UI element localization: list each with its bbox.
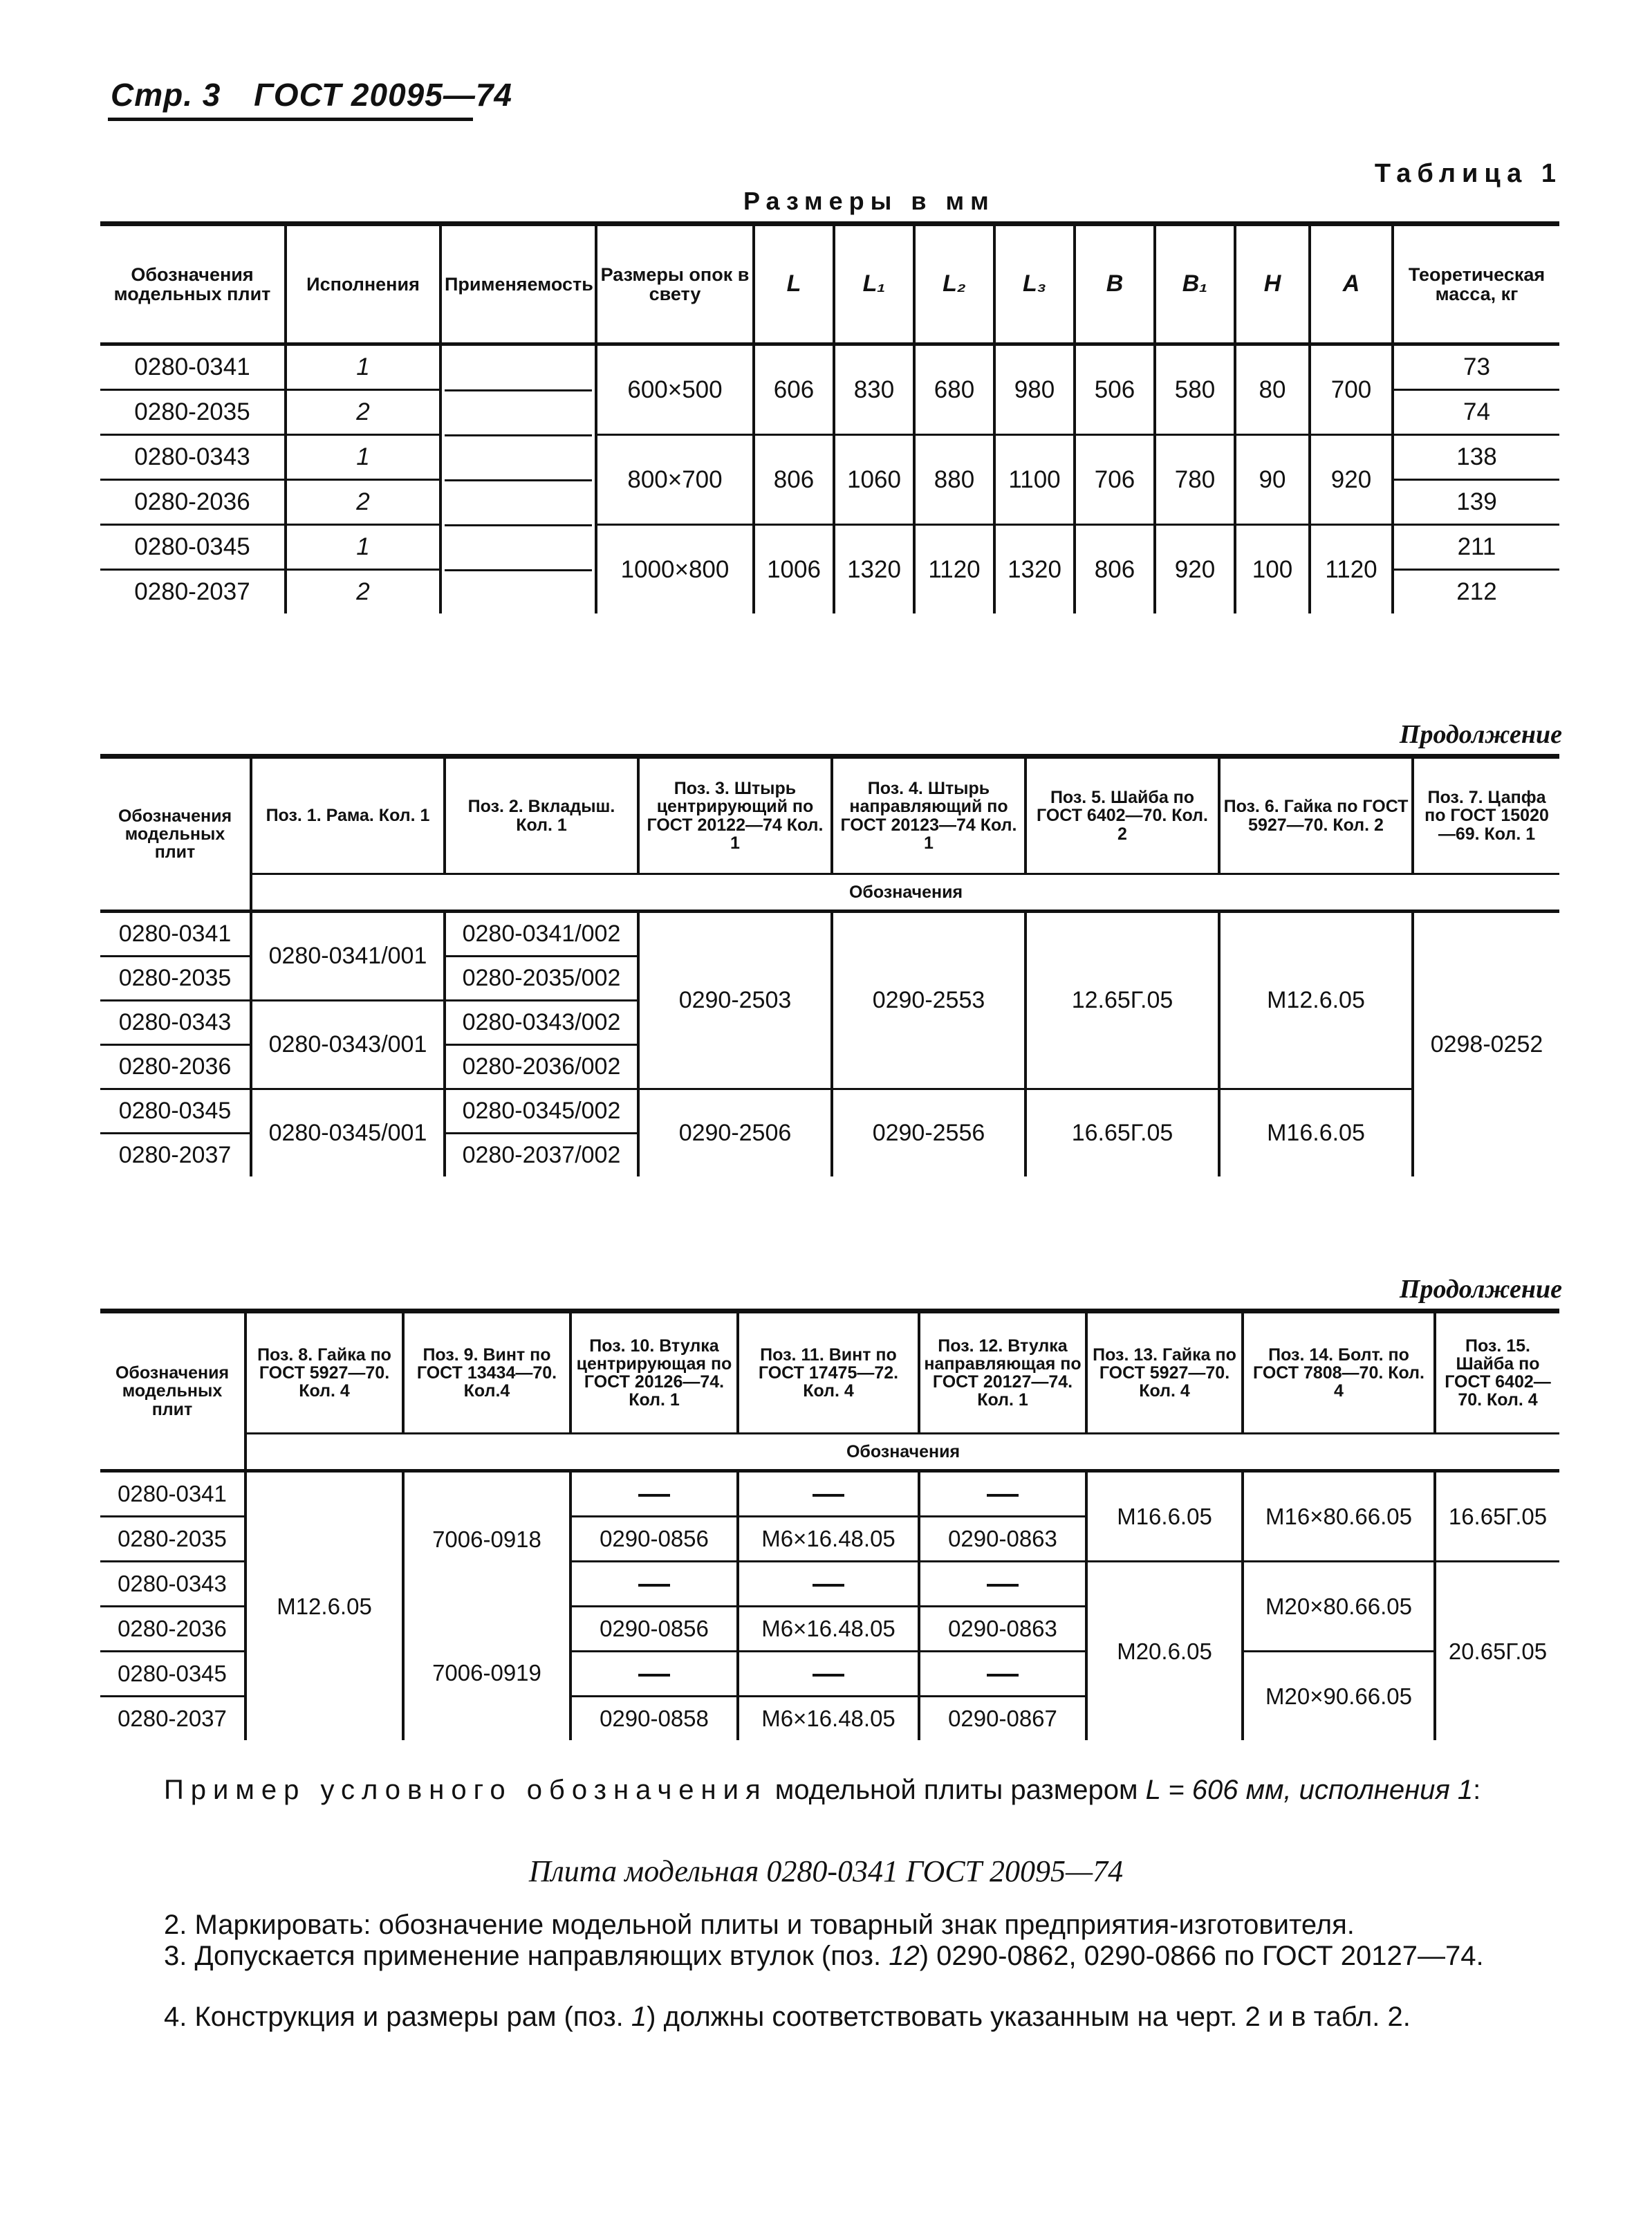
- dim-A: 920: [1310, 435, 1393, 525]
- washer: 16.65Г.05: [1025, 1089, 1219, 1177]
- note-3-text: 3. Допускается применение направляющих втулок (поз.: [164, 1941, 882, 1971]
- dim-H: 80: [1235, 344, 1310, 435]
- dim-B: 506: [1075, 344, 1155, 435]
- continuation-label: Продолжение: [1399, 1275, 1562, 1304]
- plate-code: 0280-0345: [100, 1089, 251, 1134]
- col-header: Применяемость: [440, 224, 596, 344]
- centering-pin: 0290-2503: [638, 912, 832, 1089]
- table-row: [100, 435, 1559, 480]
- table-caption: Таблица 1: [1374, 159, 1562, 188]
- flask-size: 800×700: [596, 435, 754, 525]
- dim-L3: 980: [994, 344, 1075, 435]
- guide-pin: 0290-2556: [832, 1089, 1025, 1177]
- plate-code: 0280-0345: [100, 525, 286, 570]
- designations-subheader: Обозначения: [251, 874, 1559, 912]
- table-2: [100, 754, 1559, 1176]
- frame-code: 0280-0345/001: [251, 1089, 445, 1177]
- dim-L2: 880: [914, 435, 994, 525]
- col-header: B: [1075, 224, 1155, 344]
- mass: 139: [1393, 480, 1559, 525]
- designations-subheader: Обозначения: [245, 1434, 1559, 1471]
- dim-A: 1120: [1310, 525, 1393, 614]
- plate-code: 0280-0341: [100, 912, 251, 957]
- dim-H: 90: [1235, 435, 1310, 525]
- col-header: Поз. 14. Болт. по ГОСТ 7808—70. Кол. 4: [1243, 1311, 1435, 1434]
- centering-pin: 0290-2506: [638, 1089, 832, 1177]
- col-header: Размеры опок в свету: [596, 224, 754, 344]
- screw-9: 7006-0918: [403, 1471, 570, 1607]
- dash-mark: [638, 1584, 670, 1587]
- screw-11: [738, 1471, 919, 1517]
- variant: 1: [286, 435, 440, 480]
- note-3-pos: 12: [889, 1941, 920, 1971]
- plate-code: 0280-2037: [100, 1134, 251, 1177]
- plate-code: 0280-0343: [100, 1001, 251, 1045]
- insert-code: 0280-2037/002: [445, 1134, 638, 1177]
- table-row: [100, 1089, 1559, 1134]
- dash-mark: [638, 1674, 670, 1677]
- table-row: [100, 912, 1559, 957]
- washer: 12.65Г.05: [1025, 912, 1219, 1089]
- col-header: Поз. 3. Штырь центрирующий по ГОСТ 20122—74 Кол. 1: [638, 757, 832, 874]
- centering-bushing: 0290-0858: [570, 1697, 738, 1741]
- plate-code: 0280-2035: [100, 1517, 245, 1562]
- dash-mark: [987, 1494, 1019, 1497]
- guide-bushing: [919, 1471, 1086, 1517]
- col-header: Поз. 10. Втулка центрирующая по ГОСТ 20126—74. Кол. 1: [570, 1311, 738, 1434]
- centering-bushing: [570, 1652, 738, 1697]
- dim-L: 806: [754, 435, 834, 525]
- example-lead: Пример условного обозначения: [164, 1775, 768, 1805]
- flask-size: 1000×800: [596, 525, 754, 614]
- plate-code: 0280-2037: [100, 570, 286, 614]
- screw-9: 7006-0919: [403, 1607, 570, 1741]
- col-header: Поз. 8. Гайка по ГОСТ 5927—70. Кол. 4: [245, 1311, 403, 1434]
- col-header: Поз. 2. Вкладыш. Кол. 1: [445, 757, 638, 874]
- centering-bushing: [570, 1471, 738, 1517]
- mass: 73: [1393, 344, 1559, 390]
- col-header: Теоретическая масса, кг: [1393, 224, 1559, 344]
- col-header: L: [754, 224, 834, 344]
- dim-B1: 920: [1155, 525, 1235, 614]
- screw-11: [738, 1652, 919, 1697]
- bolt-14: M16×80.66.05: [1243, 1471, 1435, 1562]
- col-header: Обозначения модельных плит: [100, 757, 251, 912]
- note-4-rest: ) должны соответствовать указанным на черт. 2 и в табл. 2.: [647, 2002, 1411, 2032]
- dash-mark: [813, 1494, 844, 1497]
- col-header: Поз. 15. Шайба по ГОСТ 6402—70. Кол. 4: [1435, 1311, 1559, 1434]
- col-header: Обозначения модельных плит: [100, 1311, 245, 1471]
- dash-mark: [987, 1674, 1019, 1677]
- plate-code: 0280-2036: [100, 1607, 245, 1652]
- insert-code: 0280-0345/002: [445, 1089, 638, 1134]
- continuation-label: Продолжение: [1399, 720, 1562, 749]
- table-1: [100, 221, 1559, 613]
- guide-bushing: [919, 1652, 1086, 1697]
- col-header: Поз. 9. Винт по ГОСТ 13434—70. Кол.4: [403, 1311, 570, 1434]
- col-header: Поз. 12. Втулка направляющая по ГОСТ 20127—74. Кол. 1: [919, 1311, 1086, 1434]
- plate-code: 0280-0341: [100, 1471, 245, 1517]
- example-paragraph: Пример условного обозначения модельной плиты размером L = 606 мм, исполнения 1:: [164, 1775, 1481, 1805]
- variant: 2: [286, 570, 440, 614]
- bolt-14: M20×80.66.05: [1243, 1562, 1435, 1652]
- plate-code: 0280-2037: [100, 1697, 245, 1741]
- insert-code: 0280-2036/002: [445, 1045, 638, 1089]
- guide-bushing: 0290-0867: [919, 1697, 1086, 1741]
- note-3: [100, 1940, 1559, 1972]
- plate-code: 0280-2036: [100, 480, 286, 525]
- dim-L1: 830: [834, 344, 914, 435]
- table-row: [100, 344, 1559, 390]
- dim-L1: 1320: [834, 525, 914, 614]
- nut-13: M16.6.05: [1086, 1471, 1243, 1562]
- col-header: Поз. 1. Рама. Кол. 1: [251, 757, 445, 874]
- plate-code: 0280-0343: [100, 435, 286, 480]
- plate-code: 0280-2035: [100, 957, 251, 1001]
- note-4-text: 4. Конструкция и размеры рам (поз.: [164, 2002, 624, 2032]
- dim-L3: 1100: [994, 435, 1075, 525]
- frame-code: 0280-0343/001: [251, 1001, 445, 1089]
- note-4: [100, 2001, 1559, 2033]
- centering-bushing: [570, 1562, 738, 1607]
- plate-code: 0280-0343: [100, 1562, 245, 1607]
- dim-L3: 1320: [994, 525, 1075, 614]
- dash-mark: [813, 1674, 844, 1677]
- frame-code: 0280-0341/001: [251, 912, 445, 1001]
- applicability: [440, 344, 596, 614]
- dim-L1: 1060: [834, 435, 914, 525]
- note-4-pos: 1: [631, 2002, 647, 2032]
- plate-code: 0280-0341: [100, 344, 286, 390]
- table-3: [100, 1309, 1559, 1740]
- insert-code: 0280-2035/002: [445, 957, 638, 1001]
- dim-B: 806: [1075, 525, 1155, 614]
- col-header: H: [1235, 224, 1310, 344]
- washer-15: 20.65Г.05: [1435, 1562, 1559, 1741]
- note-3-rest: ) 0290-0862, 0290-0866 по ГОСТ 20127—74.: [919, 1941, 1484, 1971]
- example-length: L = 606 мм, исполнения: [1145, 1775, 1450, 1805]
- col-header: B₁: [1155, 224, 1235, 344]
- col-header: Поз. 6. Гайка по ГОСТ 5927—70. Кол. 2: [1219, 757, 1413, 874]
- table-row: [100, 525, 1559, 570]
- variant: 1: [286, 344, 440, 390]
- mass: 211: [1393, 525, 1559, 570]
- screw-11: [738, 1562, 919, 1607]
- note-2: 2. Маркировать: обозначение модельной плиты и товарный знак предприятия-изготовителя.: [164, 1910, 1355, 1940]
- insert-code: 0280-0341/002: [445, 912, 638, 957]
- col-header: Обозначения модельных плит: [100, 224, 286, 344]
- nut: M12.6.05: [1219, 912, 1413, 1089]
- example-variant: 1: [1457, 1775, 1474, 1805]
- mass: 74: [1393, 390, 1559, 435]
- example-designation: Плита модельная 0280-0341 ГОСТ 20095—74: [528, 1854, 1124, 1888]
- standard-code: ГОСТ 20095—74: [254, 77, 512, 113]
- guide-pin: 0290-2553: [832, 912, 1025, 1089]
- trunnion: 0298-0252: [1413, 912, 1559, 1177]
- screw-11: M6×16.48.05: [738, 1607, 919, 1652]
- col-header: Поз. 11. Винт по ГОСТ 17475—72. Кол. 4: [738, 1311, 919, 1434]
- centering-bushing: 0290-0856: [570, 1517, 738, 1562]
- dim-B1: 780: [1155, 435, 1235, 525]
- dim-H: 100: [1235, 525, 1310, 614]
- page-header: [111, 76, 512, 113]
- header-underline: [108, 118, 473, 121]
- col-header: Поз. 5. Шайба по ГОСТ 6402—70. Кол. 2: [1025, 757, 1219, 874]
- col-header: L₁: [834, 224, 914, 344]
- mass: 138: [1393, 435, 1559, 480]
- dim-L: 606: [754, 344, 834, 435]
- screw-11: M6×16.48.05: [738, 1517, 919, 1562]
- dash-mark: [638, 1494, 670, 1497]
- units-caption: Размеры в мм: [743, 187, 995, 215]
- nut-8: M12.6.05: [245, 1471, 403, 1741]
- dim-A: 700: [1310, 344, 1393, 435]
- col-header: Поз. 7. Цапфа по ГОСТ 15020—69. Кол. 1: [1413, 757, 1559, 874]
- col-header: L₂: [914, 224, 994, 344]
- dim-B: 706: [1075, 435, 1155, 525]
- page-number: Стр. 3: [111, 77, 221, 113]
- nut: M16.6.05: [1219, 1089, 1413, 1177]
- bolt-14: M20×90.66.05: [1243, 1652, 1435, 1741]
- plate-code: 0280-2036: [100, 1045, 251, 1089]
- insert-code: 0280-0343/002: [445, 1001, 638, 1045]
- flask-size: 600×500: [596, 344, 754, 435]
- variant: 2: [286, 480, 440, 525]
- col-header: A: [1310, 224, 1393, 344]
- col-header: Поз. 13. Гайка по ГОСТ 5927—70. Кол. 4: [1086, 1311, 1243, 1434]
- mass: 212: [1393, 570, 1559, 614]
- screw-11: M6×16.48.05: [738, 1697, 919, 1741]
- col-header: L₃: [994, 224, 1075, 344]
- centering-bushing: 0290-0856: [570, 1607, 738, 1652]
- variant: 1: [286, 525, 440, 570]
- dash-mark: [987, 1584, 1019, 1587]
- col-header: Поз. 4. Штырь направляющий по ГОСТ 20123—74 Кол. 1: [832, 757, 1025, 874]
- guide-bushing: [919, 1562, 1086, 1607]
- col-header: Исполнения: [286, 224, 440, 344]
- guide-bushing: 0290-0863: [919, 1517, 1086, 1562]
- dim-L: 1006: [754, 525, 834, 614]
- table-row: [100, 1471, 1559, 1517]
- dim-L2: 1120: [914, 525, 994, 614]
- washer-15: 16.65Г.05: [1435, 1471, 1559, 1562]
- plate-code: 0280-2035: [100, 390, 286, 435]
- dash-mark: [813, 1584, 844, 1587]
- guide-bushing: 0290-0863: [919, 1607, 1086, 1652]
- nut-13: M20.6.05: [1086, 1562, 1243, 1741]
- example-text: модельной плиты размером: [774, 1775, 1138, 1805]
- plate-code: 0280-0345: [100, 1652, 245, 1697]
- dim-L2: 680: [914, 344, 994, 435]
- dim-B1: 580: [1155, 344, 1235, 435]
- variant: 2: [286, 390, 440, 435]
